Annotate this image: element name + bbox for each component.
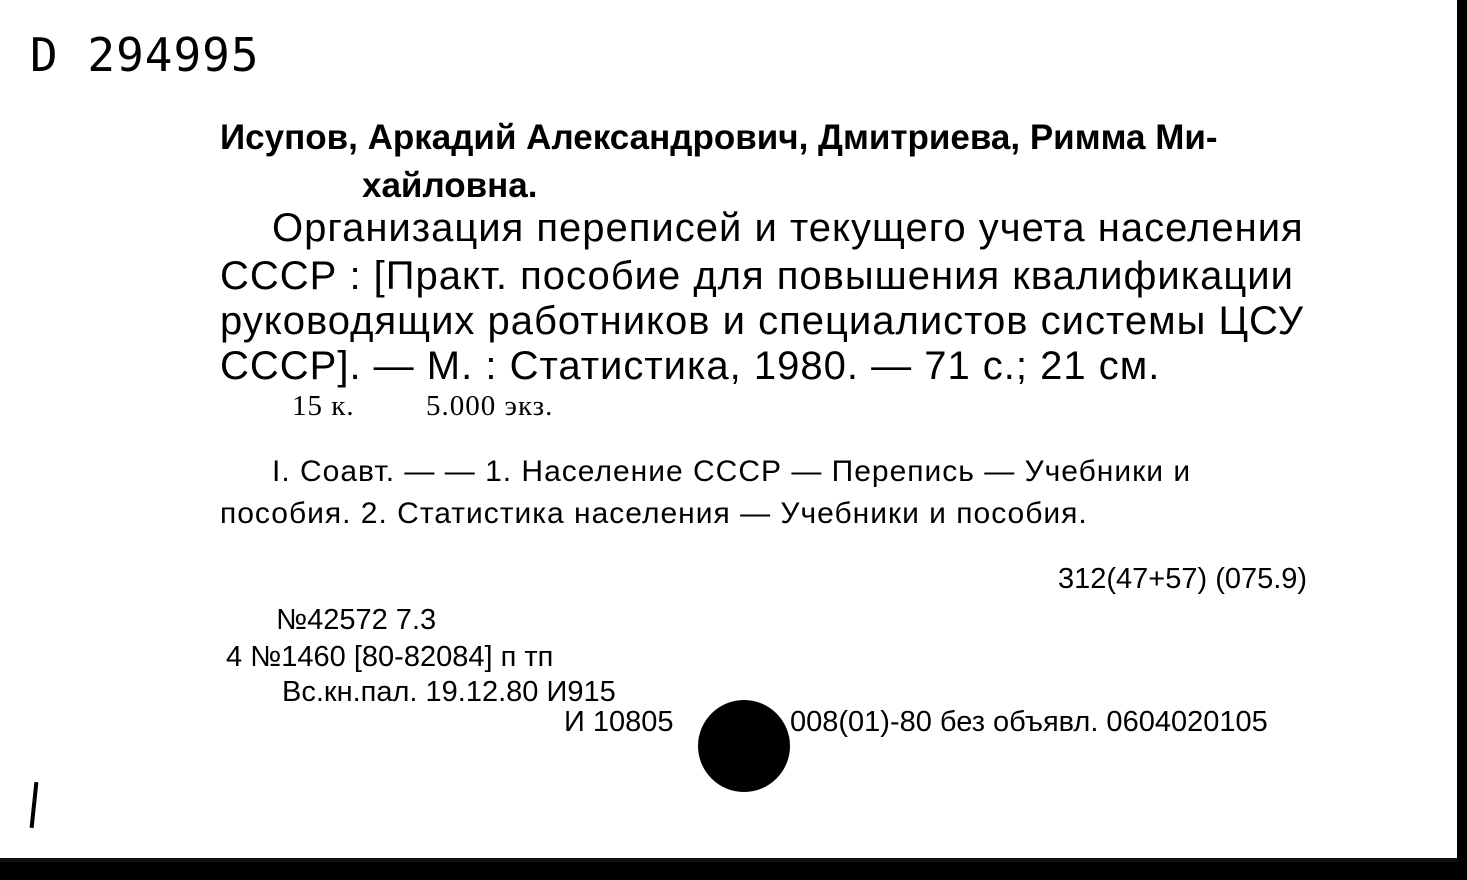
meta-line-3: Вс.кн.пал. 19.12.80 И915 [282,676,616,708]
meta-line-4-right: 008(01)-80 без объявл. 0604020105 [790,706,1268,738]
subjects-line-2: пособия. 2. Статистика населения — Учебники и пособия. [220,497,1088,530]
meta-line-2: 4 №1460 [80-82084] п тп [226,641,554,673]
bottom-edge-line [0,858,1457,862]
meta-line-4-left: И 10805 [564,706,674,738]
title-line-4: СССР]. — М. : Статистика, 1980. — 71 с.; 21 см. [220,344,1161,388]
title-line-2: СССР : [Практ. пособие для повышения квалификации [220,254,1294,298]
title-line-3: руководящих работников и специалистов системы ЦСУ [220,299,1305,343]
punch-hole [698,700,790,792]
meta-line-1: №42572 7.3 [276,604,437,636]
author-heading-line2: хайловна. [362,166,538,205]
classification-code: 312(47+57) (075.9) [1058,563,1308,595]
copies: 5.000 экз. [426,390,554,422]
margin-pen-mark [30,782,39,828]
author-heading-line1: Исупов, Аркадий Александрович, Дмитриева, Римма Ми- [220,118,1218,157]
subjects-line-1: I. Соавт. — — 1. Население СССР — Перепись — Учебники и [272,455,1192,488]
price: 15 к. [292,390,355,422]
title-line-1: Организация переписей и текущего учета населения [272,206,1304,250]
card-id: D 294995 [30,28,260,82]
